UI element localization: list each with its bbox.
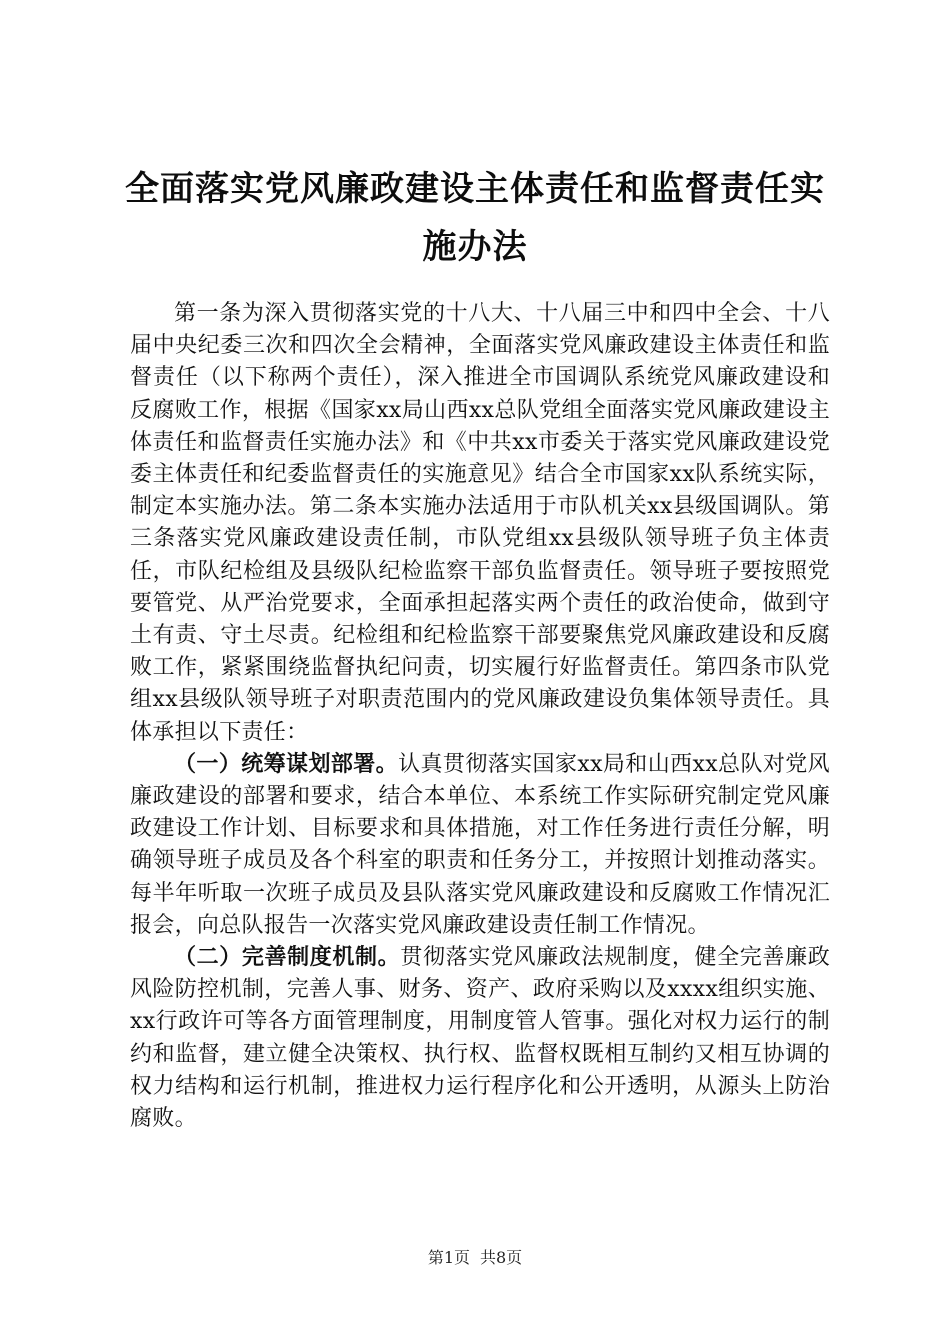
document-title: 全面落实党风廉政建设主体责任和监督责任实施办法 xyxy=(125,169,825,267)
document-body xyxy=(130,298,830,1135)
page-footer xyxy=(0,1245,950,1268)
paragraph-2 xyxy=(130,749,830,942)
paragraph-3-heading: （二）完善制度机制。 xyxy=(174,945,401,971)
page-total: 共8页 xyxy=(480,1248,523,1267)
paragraph-1 xyxy=(130,298,830,749)
paragraph-2-text: 认真贯彻落实国家xx局和山西xx总队对党风廉政建设的部署和要求，结合本单位、本系统工作实际研究制定党风廉政建设工作计划、目标要求和具体措施，对工作任务进行责任分解，明确领导班子成员及各个科室的职责和任务分工，并按照计划推动落实。每半年听取一次班子成员及县队落实党风廉政建设和反腐败工作情况汇报会，向总队报告一次落实党风廉政建设责任制工作情况。 xyxy=(130,751,830,938)
paragraph-1-text: 第一条为深入贯彻落实党的十八大、十八届三中和四中全会、十八届中央纪委三次和四次全会精神，全面落实党风廉政建设主体责任和监督责任（以下称两个责任），深入推进全市国调队系统党风廉政建设和反腐败工作，根据《国家xx局山西xx总队党组全面落实党风廉政建设主体责任和监督责任实施办法》和《中共xx市委关于落实党风廉政建设党委主体责任和纪委监督责任的实施意见》结合全市国家xx队系统实际，制定本实施办法。第二条本实施办法适用于市队机关xx县级国调队。第三条落实党风廉政建设责任制，市队党组xx县级队领导班子负主体责任，市队纪检组及县级队纪检监察干部负监督责任。领导班子要按照党要管党、从严治党要求，全面承担起落实两个责任的政治使命，做到守土有责、守土尽责。纪检组和纪检监察干部要聚焦党风廉政建设和反腐败工作，紧紧围绕监督执纪问责，切实履行好监督责任。第四条市队党组xx县级队领导班子对职责范围内的党风廉政建设负集体领导责任。具体承担以下责任： xyxy=(130,301,830,745)
paragraph-3 xyxy=(130,942,830,1135)
paragraph-2-heading: （一）统筹谋划部署。 xyxy=(174,751,399,777)
paragraph-3-text: 贯彻落实党风廉政法规制度，健全完善廉政风险防控机制，完善人事、财务、资产、政府采购以及xxxx组织实施、xx行政许可等各方面管理制度，用制度管人管事。强化对权力运行的制约和监督，建立健全决策权、执行权、监督权既相互制约又相互协调的权力结构和运行机制，推进权力运行程序化和公开透明，从源头上防治腐败。 xyxy=(130,945,830,1132)
page-number: 第1页 xyxy=(427,1248,470,1267)
